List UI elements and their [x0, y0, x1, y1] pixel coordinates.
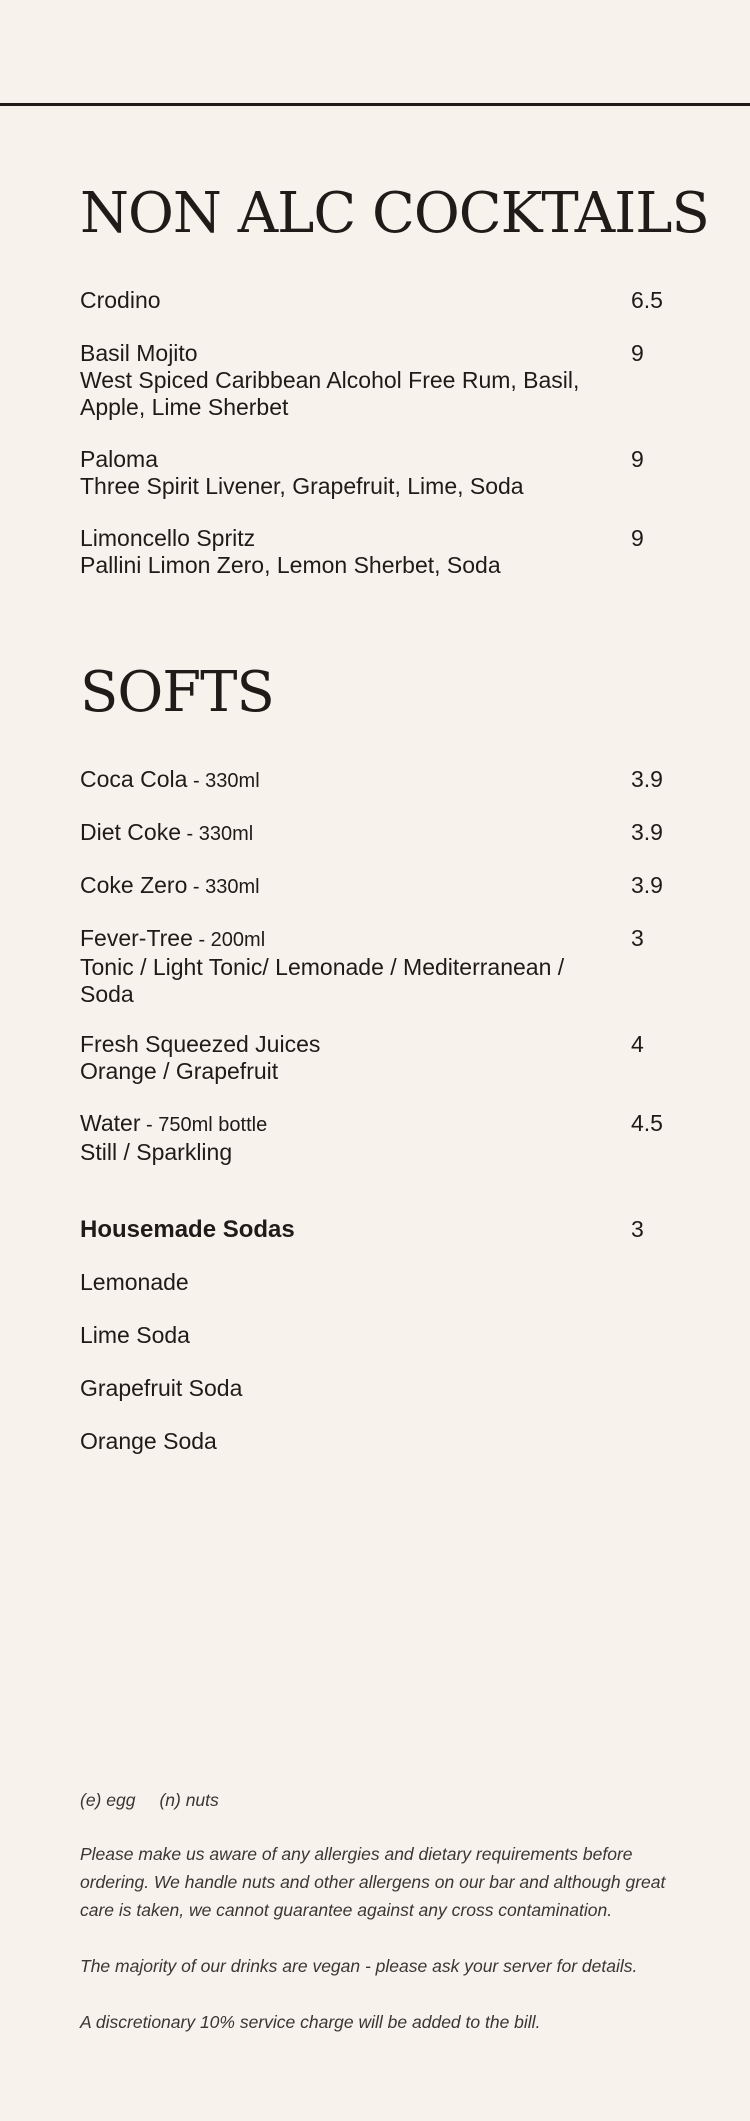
housemade-sodas-title: Housemade Sodas — [80, 1216, 295, 1243]
item-name: Orange Soda — [80, 1428, 217, 1454]
menu-item-fresh-juices — [80, 1031, 670, 1085]
allergen-legend — [80, 1786, 680, 1814]
item-price: 9 — [631, 446, 644, 472]
item-name: Coke Zero — [80, 872, 188, 898]
item-price: 9 — [631, 525, 644, 551]
item-name: Paloma — [80, 446, 158, 472]
menu-item-coca-cola — [80, 766, 670, 795]
section-title-softs: SOFTS — [80, 660, 274, 725]
menu-item-limoncello-spritz — [80, 525, 670, 579]
menu-item-grapefruit-soda — [80, 1375, 670, 1402]
item-name: Crodino — [80, 287, 161, 313]
item-description: Orange / Grapefruit — [80, 1058, 279, 1084]
section-title-non-alc-cocktails: NON ALC COCKTAILS — [80, 181, 709, 246]
item-price: 3 — [631, 925, 644, 951]
item-size: - 330ml — [187, 770, 260, 792]
item-name: Lime Soda — [80, 1322, 190, 1348]
item-description: Still / Sparkling — [80, 1139, 233, 1165]
housemade-sodas-header — [80, 1216, 670, 1243]
item-price: 3.9 — [631, 872, 663, 898]
item-size: - 200ml — [192, 929, 266, 951]
item-name: Basil Mojito — [80, 340, 198, 366]
menu-item-crodino — [80, 287, 670, 314]
menu-item-diet-coke — [80, 819, 670, 848]
item-price: 9 — [631, 340, 644, 366]
item-description: Tonic / Light Tonic/ Lemonade / Mediterranean / Soda — [80, 954, 565, 1007]
top-divider — [0, 103, 750, 106]
housemade-sodas-price: 3 — [631, 1216, 644, 1242]
menu-item-lime-soda — [80, 1322, 670, 1349]
item-description: Three Spirit Livener, Grapefruit, Lime, Soda — [80, 473, 524, 499]
menu-item-water — [80, 1110, 670, 1166]
item-description: West Spiced Caribbean Alcohol Free Rum, Basil, Apple, Lime Sherbet — [80, 367, 580, 420]
item-size: - 330ml — [180, 823, 254, 845]
legend-egg: (e) egg — [80, 1790, 136, 1810]
menu-item-coke-zero — [80, 872, 670, 901]
menu-item-lemonade — [80, 1269, 670, 1296]
allergy-note: Please make us aware of any allergies and dietary requirements before ordering. We handle nuts and other allergens on our bar and although great care is taken, we cannot guarantee against any cross contamination. — [80, 1844, 666, 1920]
item-name: Fever-Tree — [80, 925, 193, 951]
menu-item-basil-mojito — [80, 340, 670, 421]
item-name: Diet Coke — [80, 819, 181, 845]
item-name: Water — [80, 1110, 141, 1136]
item-size: - 750ml bottle — [140, 1114, 268, 1136]
item-price: 6.5 — [631, 287, 663, 313]
menu-item-fever-tree — [80, 925, 670, 1008]
item-price: 4.5 — [631, 1110, 663, 1136]
menu-item-paloma — [80, 446, 670, 500]
item-name: Coca Cola — [80, 766, 188, 792]
item-name: Limoncello Spritz — [80, 525, 256, 551]
item-name: Grapefruit Soda — [80, 1375, 243, 1401]
item-name: Lemonade — [80, 1269, 189, 1295]
vegan-note: The majority of our drinks are vegan - please ask your server for details. — [80, 1956, 638, 1976]
item-size: - 330ml — [187, 876, 260, 898]
legend-nuts: (n) nuts — [159, 1790, 219, 1810]
item-name: Fresh Squeezed Juices — [80, 1031, 321, 1057]
item-price: 3.9 — [631, 819, 663, 845]
service-charge-note: A discretionary 10% service charge will be added to the bill. — [80, 2012, 541, 2032]
item-description: Pallini Limon Zero, Lemon Sherbet, Soda — [80, 552, 501, 578]
item-price: 4 — [631, 1031, 644, 1057]
item-price: 3.9 — [631, 766, 663, 792]
menu-item-orange-soda — [80, 1428, 670, 1455]
